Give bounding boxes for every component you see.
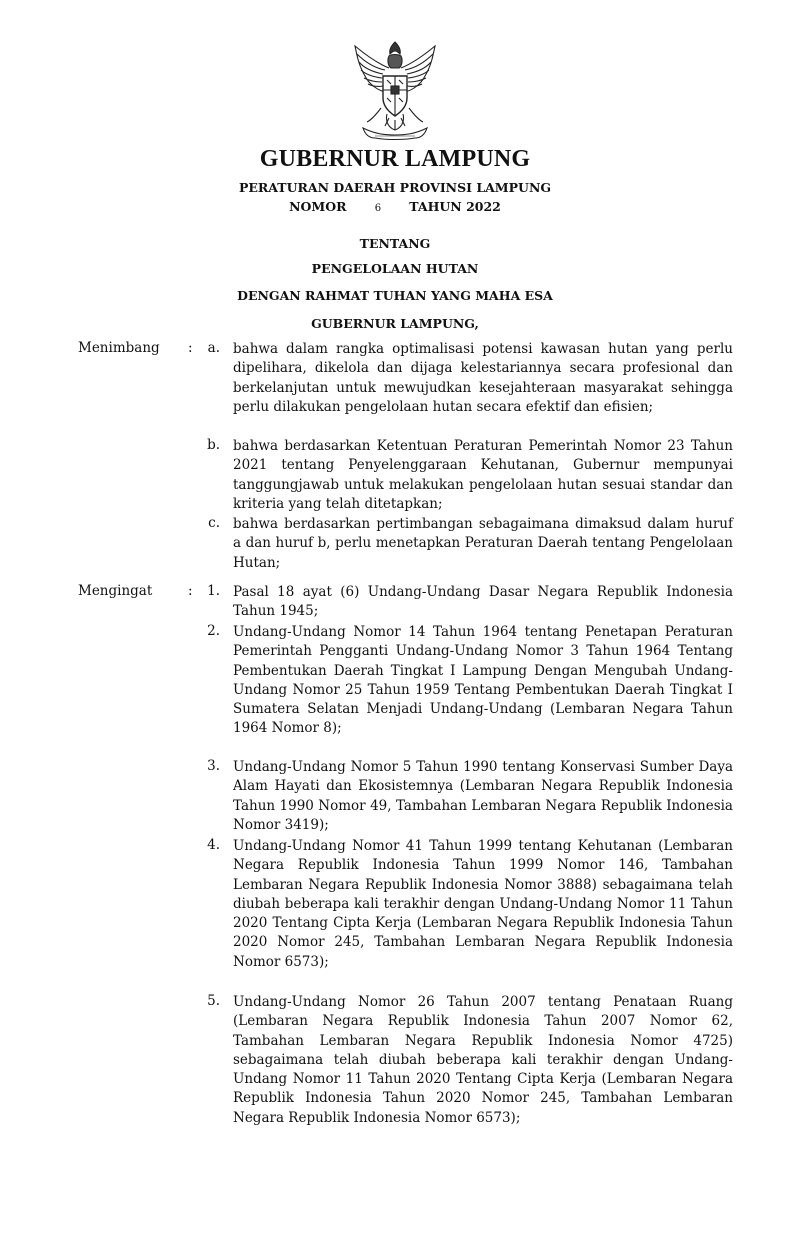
regulation-number <box>0 199 790 214</box>
document-title: GUBERNUR LAMPUNG <box>259 146 531 172</box>
nomor-label: NOMOR <box>289 199 347 214</box>
tentang-heading: TENTANG <box>359 236 431 251</box>
garuda-emblem-icon <box>345 38 445 144</box>
list-marker: 3. <box>207 758 220 774</box>
list-text: Undang-Undang Nomor 5 Tahun 1990 tentang Konservasi Sumber Daya Alam Hayati dan Ekosistemnya (Lembaran Negara Republik Indonesia Tahun 1990 Nomor 49, Tambahan Lembaran Negara Republik Indonesia Nomor 3419); <box>233 759 733 833</box>
list-text: Pasal 18 ayat (6) Undang-Undang Dasar Negara Republik Indonesia Tahun 1945; <box>233 584 733 620</box>
invocation: DENGAN RAHMAT TUHAN YANG MAHA ESA <box>237 288 553 303</box>
list-text: Undang-Undang Nomor 26 Tahun 2007 tentang Penataan Ruang (Lembaran Negara Republik Indonesia Tahun 2007 Nomor 62, Tambahan Lembaran Negara Republik Indonesia Nomor 4725) sebagaimana telah diubah beberapa kali terakhir dengan Undang-Undang Nomor 11 Tahun 2020 Tentang Cipta Kerja (Lembaran Negara Republik Indonesia Tahun 2020 Nomor 245, Tambahan Lembaran Negara Republik Indonesia Nomor 6573); <box>233 994 733 1126</box>
list-marker: b. <box>207 437 220 453</box>
list-text: bahwa berdasarkan pertimbangan sebagaimana dimaksud dalam huruf a dan huruf b, perlu menetapkan Peraturan Daerah tentang Pengelolaan Hutan; <box>233 516 733 571</box>
tahun-label: TAHUN 2022 <box>409 199 501 214</box>
nomor-value: 6 <box>374 203 382 214</box>
list-marker: 4. <box>207 837 220 853</box>
menimbang-colon: : <box>188 340 193 356</box>
regulation-subject: PENGELOLAAN HUTAN <box>311 261 479 276</box>
list-marker: a. <box>207 340 220 356</box>
issuer: GUBERNUR LAMPUNG, <box>311 316 479 331</box>
list-text: bahwa dalam rangka optimalisasi potensi kawasan hutan yang perlu dipelihara, dikelola dan dijaga kelestariannya secara profesional dan berkelanjutan untuk mewujudkan kesejahteraan masyarakat sehingga perlu dilakukan pengelolaan hutan secara efektif dan efisien; <box>233 341 733 415</box>
mengingat-label: Mengingat <box>78 583 153 599</box>
list-marker: 5. <box>207 993 220 1009</box>
regulation-type: PERATURAN DAERAH PROVINSI LAMPUNG <box>238 180 552 195</box>
list-text: Undang-Undang Nomor 14 Tahun 1964 tentang Penetapan Peraturan Pemerintah Pengganti Undang-Undang Nomor 3 Tahun 1964 Tentang Pembentukan Daerah Tingkat I Lampung Dengan Mengubah Undang-Undang Nomor 25 Tahun 1959 Tentang Pembentukan Daerah Tingkat I Sumatera Selatan Menjadi Undang-Undang (Lembaran Negara Tahun 1964 Nomor 8); <box>233 624 733 737</box>
menimbang-label: Menimbang <box>78 340 160 356</box>
list-marker: 1. <box>207 583 220 599</box>
mengingat-colon: : <box>188 583 193 599</box>
list-text: bahwa berdasarkan Ketentuan Peraturan Pemerintah Nomor 23 Tahun 2021 tentang Penyelenggaraan Kehutanan, Gubernur mempunyai tanggungjawab untuk melakukan pengelolaan hutan sesuai standar dan kriteria yang telah ditetapkan; <box>233 438 733 512</box>
list-marker: c. <box>208 515 220 531</box>
list-text: Undang-Undang Nomor 41 Tahun 1999 tentang Kehutanan (Lembaran Negara Republik Indonesia Tahun 1999 Nomor 146, Tambahan Lembaran Negara Republik Indonesia Nomor 3888) sebagaimana telah diubah beberapa kali terakhir dengan Undang-Undang Nomor 11 Tahun 2020 Tentang Cipta Kerja (Lembaran Negara Republik Indonesia Tahun 2020 Nomor 245, Tambahan Lembaran Negara Republik Indonesia Nomor 6573); <box>233 838 733 970</box>
list-marker: 2. <box>207 623 220 639</box>
